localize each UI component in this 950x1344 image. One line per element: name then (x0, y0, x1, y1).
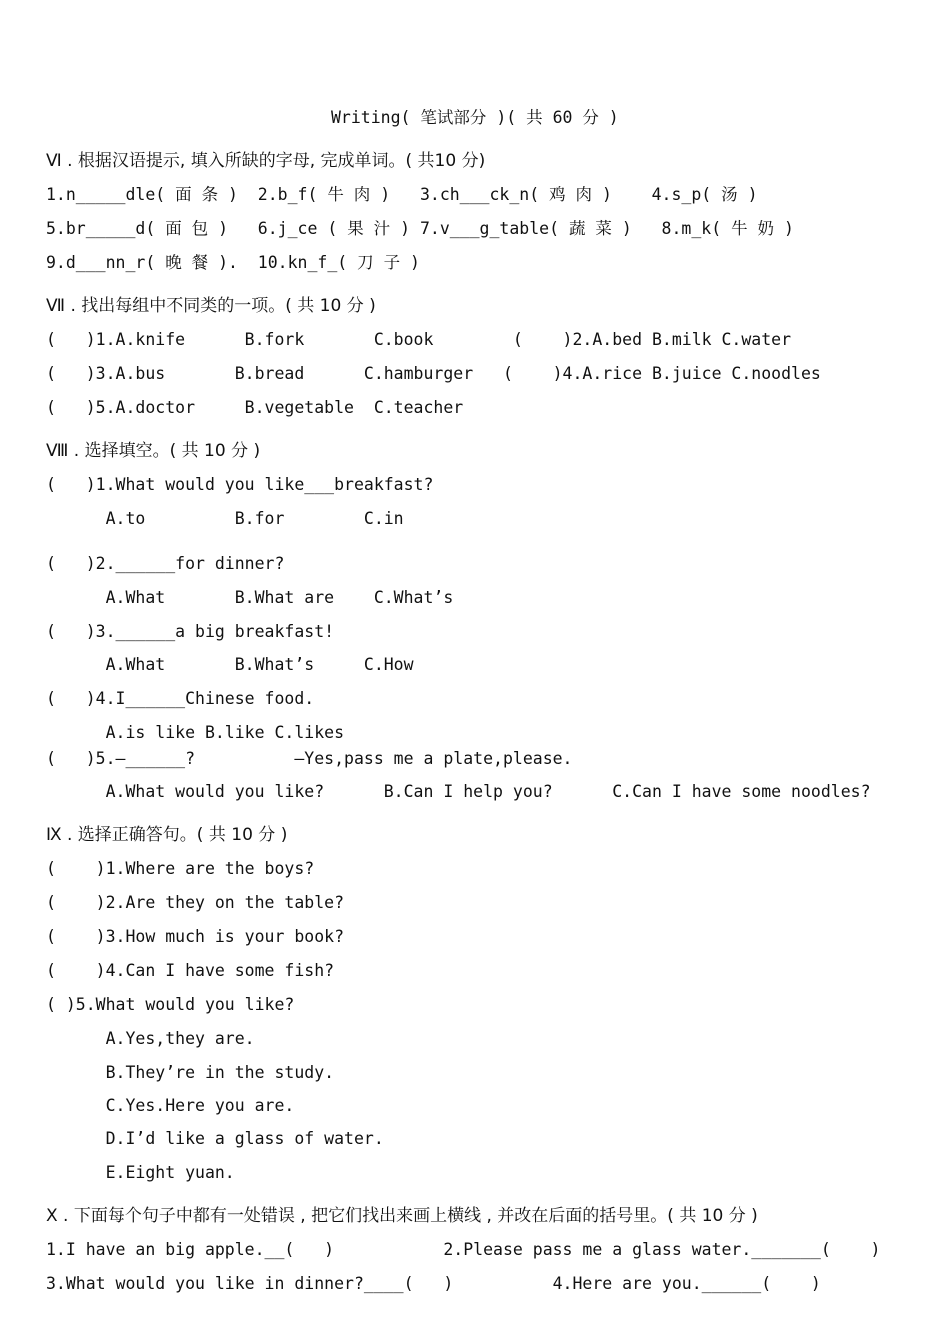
section-9-line: A.Yes,they are. (46, 1029, 255, 1048)
section-9-line: ( )4.Can I have some fish? (46, 961, 335, 980)
section-9-line: D.I’d like a glass of water. (46, 1129, 384, 1148)
section-8-line: A.What B.What’s C.How (46, 655, 414, 674)
section-7-heading: Ⅶ . 找出每组中不同类的一项。( 共 10 分 ) (46, 296, 376, 316)
section-8-line: A.to B.for C.in (46, 509, 404, 528)
section-8-line: A.What B.What are C.What’s (46, 588, 454, 607)
section-7-line: ( )3.A.bus B.bread C.hamburger ( )4.A.rice B.juice C.noodles (46, 364, 821, 383)
section-8-line: ( )5.—______? —Yes,pass me a plate,please. (46, 749, 573, 768)
section-8-line: ( )1.What would you like___breakfast? (46, 475, 434, 494)
section-8-line: ( )4.I______Chinese food. (46, 689, 315, 708)
section-9-line: B.They’re in the study. (46, 1063, 335, 1082)
section-9-line: ( )5.What would you like? (46, 995, 295, 1014)
section-10-heading: Ⅹ . 下面每个句子中都有一处错误 , 把它们找出来画上横线 , 并改在后面的括号里。( 共 10 分 ) (46, 1206, 758, 1226)
section-8-heading: Ⅷ . 选择填空。( 共 10 分 ) (46, 441, 261, 461)
section-6-line: 9.d___nn_r( 晚 餐 ). 10.kn_f_( 刀 子 ) (46, 253, 420, 272)
section-9-line: ( )1.Where are the boys? (46, 859, 315, 878)
section-9-line: E.Eight yuan. (46, 1163, 235, 1182)
section-6-line: 5.br_____d( 面 包 ) 6.j_ce ( 果 汁 ) 7.v___g_table( 蔬 菜 ) 8.m_k( 牛 奶 ) (46, 219, 794, 238)
section-8-line: ( )2.______for dinner? (46, 554, 285, 573)
section-6-heading: Ⅵ . 根据汉语提示, 填入所缺的字母, 完成单词。( 共10 分) (46, 151, 486, 171)
section-9-line: ( )3.How much is your book? (46, 927, 345, 946)
section-10-line: 3.What would you like in dinner?____( ) 4.Here are you.______( ) (46, 1274, 821, 1293)
section-9-heading: Ⅸ . 选择正确答句。( 共 10 分 ) (46, 825, 288, 845)
section-8-line: A.What would you like? B.Can I help you? C.Can I have some noodles? (46, 782, 871, 801)
section-10-line: 1.I have an big apple.__( ) 2.Please pass me a glass water._______( ) (46, 1240, 881, 1259)
section-8-line: A.is like B.like C.likes (46, 723, 345, 742)
section-9-line: C.Yes.Here you are. (46, 1096, 295, 1115)
section-6-line: 1.n_____dle( 面 条 ) 2.b_f( 牛 肉 ) 3.ch___ck_n( 鸡 肉 ) 4.s_p( 汤 ) (46, 185, 758, 204)
section-8-line: ( )3.______a big breakfast! (46, 622, 335, 641)
section-7-line: ( )1.A.knife B.fork C.book ( )2.A.bed B.milk C.water (46, 330, 792, 349)
section-7-line: ( )5.A.doctor B.vegetable C.teacher (46, 398, 464, 417)
section-9-line: ( )2.Are they on the table? (46, 893, 345, 912)
page-title: Writing( 笔试部分 )( 共 60 分 ) (331, 108, 619, 127)
